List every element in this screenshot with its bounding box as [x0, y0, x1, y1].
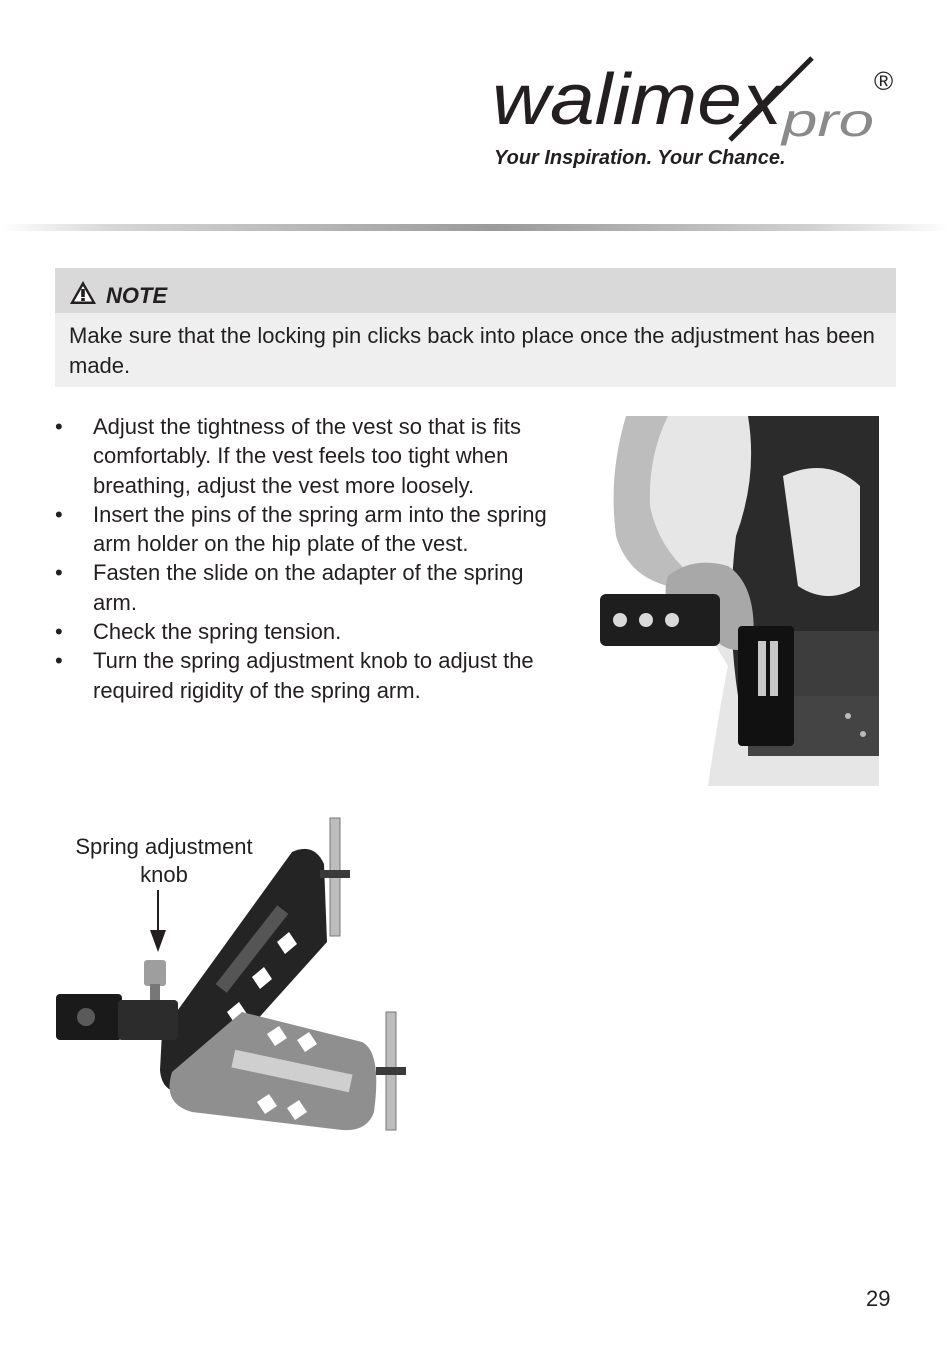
list-item [55, 617, 555, 646]
list-item [55, 500, 555, 559]
tagline: Your Inspiration. Your Chance. [494, 147, 786, 169]
vest-photo [598, 416, 879, 786]
list-item-text: Fasten the slide on the adapter of the spring arm. [93, 560, 524, 615]
logo-sub: pro [779, 94, 874, 146]
instruction-list [55, 412, 555, 705]
list-item-text: Turn the spring adjustment knob to adjust the required rigidity of the spring arm. [93, 648, 534, 703]
list-item [55, 412, 555, 500]
note-header [55, 268, 896, 313]
bullet: • [55, 648, 63, 674]
warning-triangle-icon [69, 280, 97, 305]
note-box [55, 268, 896, 387]
list-item [55, 646, 555, 705]
spring-arm-illustration [52, 812, 412, 1147]
registered-mark: ® [874, 66, 894, 96]
list-item [55, 558, 555, 617]
bullet: • [55, 501, 63, 527]
bullet: • [55, 619, 63, 645]
note-title: NOTE [106, 283, 168, 308]
list-item-text: Adjust the tightness of the vest so that is fits comfortably. If the vest feels too tight when breathing, adjust the vest more loosely. [93, 414, 522, 498]
walimex-pro-logo [490, 52, 900, 152]
bullet: • [55, 560, 63, 586]
note-text: Make sure that the locking pin clicks back into place once the adjustment has been made. [69, 323, 875, 378]
page-number: 29 [866, 1286, 891, 1311]
spring-knob-callout: Spring adjustment knob [75, 834, 253, 887]
header-divider [0, 224, 950, 231]
logo-wordmark: walimex [492, 60, 786, 140]
list-item-text: Check the spring tension. [93, 619, 342, 645]
list-item-text: Insert the pins of the spring arm into the spring arm holder on the hip plate of the vest. [93, 501, 547, 557]
bullet: • [55, 414, 63, 439]
